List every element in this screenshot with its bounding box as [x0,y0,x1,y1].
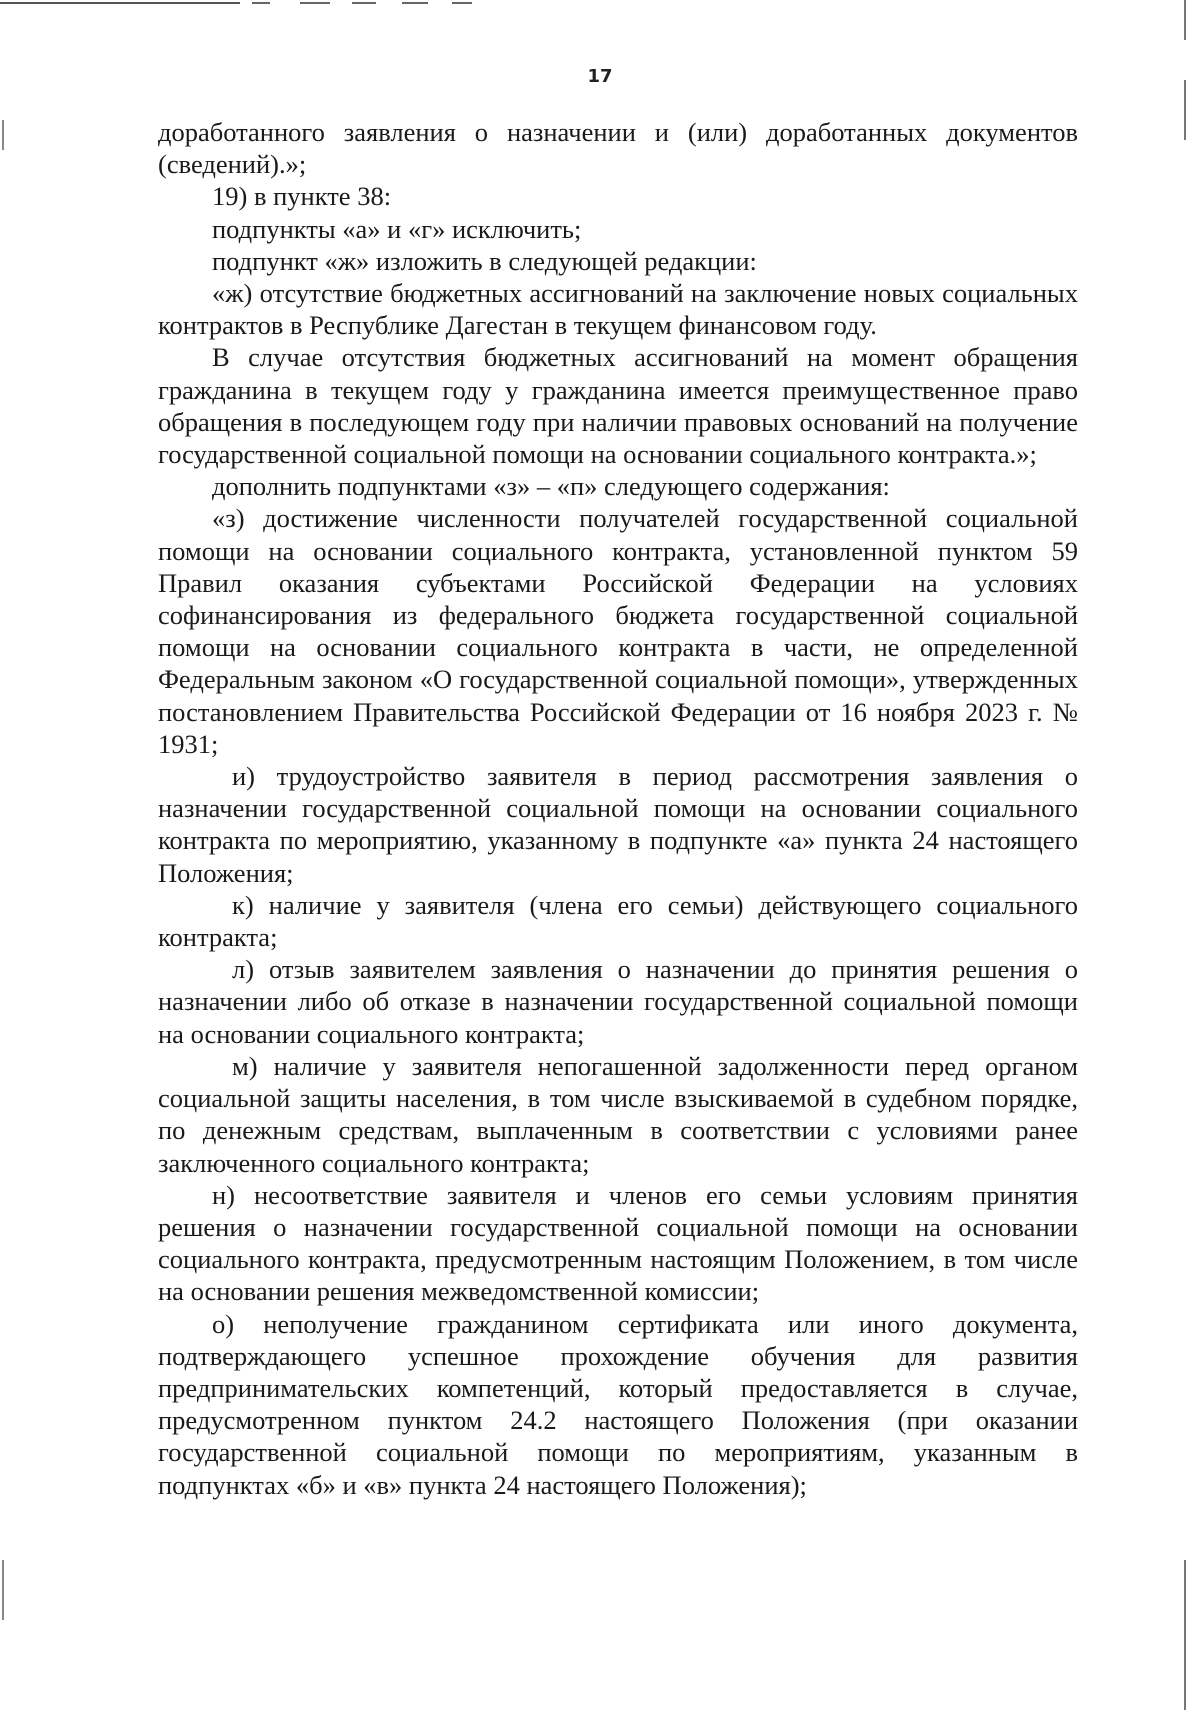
paragraph: л) отзыв заявителем заявления о назначении до принятия решения о назначении либо об отказе в назначении государственной социальной помощи на основании социального контракта; [158,954,1078,1049]
scan-edge-dash [300,2,330,4]
paragraph: к) наличие у заявителя (члена его семьи) действующего социального контракта; [158,889,1078,953]
scan-edge-dash [402,2,428,4]
paragraph: дополнить подпунктами «з» – «п» следующего содержания: [212,471,890,502]
scan-edge-dash [452,2,472,4]
scan-edge-line [2,1560,4,1620]
paragraph: и) трудоустройство заявителя в период рассмотрения заявления о назначении государственной социальной помощи на основании социального контракта по мероприятию, указанному в подпункте «а» пункта 24 настоящего Положения; [158,761,1078,888]
paragraph: м) наличие у заявителя непогашенной задолженности перед органом социальной защиты населения, в том числе взыскиваемой в судебном порядке, по денежным средствам, выплаченным в соответствии с условиями ранее заключенного социального контракта; [158,1050,1078,1178]
scan-edge-line [1184,0,1186,40]
paragraph: «з) достижение численности получателей государственной социальной помощи на основании социального контракта, установленной пунктом 59 Правил оказания субъектами Российской Федерации на условиях софинансирования из федерального бюджета государственной социальной помощи на основании социального контракта в части, не определенной Федеральным законом «О государственной социальной помощи», утвержденных постановлением Правительства Российской Федерации от 16 ноября 2023 г. № 1931; [158,503,1078,759]
paragraph: 19) в пункте 38: [212,181,392,212]
paragraph: н) несоответствие заявителя и членов его семьи условиям принятия решения о назначении государственной социальной помощи на основании социального контракта, предусмотренным настоящим Положением, в том числе на основании решения межведомственной комиссии; [158,1179,1078,1307]
paragraph: о) неполучение гражданином сертификата или иного документа, подтверждающего успешное прохождение обучения для развития предпринимательских компетенций, который предоставляется в случае, предусмотренном пунктом 24.2 настоящего Положения (при оказании государственной социальной помощи по мероприятиям, указанным в подпунктах «б» и «в» пункта 24 настоящего Положения); [158,1308,1078,1500]
page-number: 17 [587,66,613,87]
paragraph: подпункты «а» и «г» исключить; [212,213,582,244]
paragraph: подпункт «ж» изложить в следующей редакции: [212,245,757,276]
paragraph: В случае отсутствия бюджетных ассигнований на момент обращения гражданина в текущем году у гражданина имеется преимущественное право обращения в последующем году при наличии правовых оснований на получение государственной социальной помощи на основании социального контракта.»; [158,342,1078,470]
paragraph: доработанного заявления о назначении и (или) доработанных документов (сведений).»; [158,117,1078,180]
paragraph: «ж) отсутствие бюджетных ассигнований на заключение новых социальных контрактов в Республике Дагестан в текущем финансовом году. [158,278,1078,341]
scan-edge-line [1184,1560,1186,1710]
scan-edge-dash [352,2,376,4]
scan-edge-line [1184,80,1186,140]
scan-edge-line [0,2,240,4]
scan-edge-line [2,120,4,150]
scan-edge-dash [252,2,270,4]
document-body [158,116,1078,1501]
